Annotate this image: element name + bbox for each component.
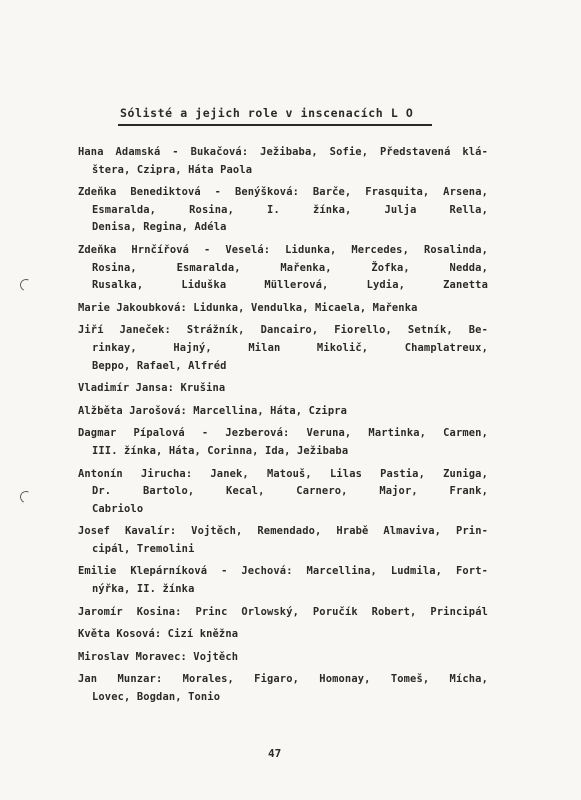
- entry-line: Marie Jakoubková: Lidunka, Vendulka, Micaela, Mařenka: [78, 301, 418, 314]
- soloist-entry: [78, 322, 488, 375]
- soloist-entry: [78, 563, 488, 598]
- entry-line: Esmaralda, Rosina, I. žínka, Julja Rella,: [92, 203, 488, 216]
- soloist-entry: [78, 425, 488, 460]
- entry-line: Antonín Jirucha: Janek, Matouš, Lilas Pastia, Zuniga,: [78, 467, 488, 480]
- entry-line: Zdeňka Benediktová - Benýšková: Barče, Frasquita, Arsena,: [78, 186, 488, 199]
- soloist-entry: [78, 403, 488, 421]
- entry-line: Jaromír Kosina: Princ Orlowský, Poručík Robert, Principál: [78, 605, 488, 618]
- page-number: 47: [268, 747, 282, 760]
- entry-line: Denisa, Regina, Adéla: [92, 221, 227, 234]
- entry-line: nýřka, II. žínka: [92, 583, 195, 596]
- entry-line: Jan Munzar: Morales, Figaro, Homonay, Tomeš, Mícha,: [78, 673, 488, 686]
- document-heading: Sólisté a jejich role v inscenacích L O: [120, 106, 414, 120]
- soloist-entry: [78, 300, 488, 318]
- entry-line: Vladimír Jansa: Krušina: [78, 382, 226, 395]
- heading-underline: [118, 124, 432, 126]
- entry-line: Dr. Bartolo, Kecal, Carnero, Major, Frank,: [92, 485, 488, 498]
- soloist-list: [78, 144, 488, 712]
- entry-line: Květa Kosová: Cizí kněžna: [78, 628, 239, 641]
- entry-line: III. žínka, Háta, Corinna, Ida, Ježibaba: [92, 444, 349, 457]
- soloist-entry: [78, 184, 488, 237]
- entry-line: rinkay, Hajný, Milan Mikolič, Champlatreux,: [92, 341, 488, 354]
- entry-line: štera, Czipra, Háta Paola: [92, 163, 253, 176]
- entry-line: Rosina, Esmaralda, Mařenka, Žofka, Nedda,: [92, 261, 488, 274]
- entry-line: Hana Adamská - Bukačová: Ježibaba, Sofie, Představená klá-: [78, 146, 488, 158]
- entry-line: Rusalka, Liduška Müllerová, Lydia, Zanetta: [92, 279, 488, 292]
- entry-line: Jiří Janeček: Strážník, Dancairo, Fiorello, Setník, Be-: [78, 324, 488, 337]
- entry-line: Alžběta Jarošová: Marcellina, Háta, Czipra: [78, 404, 348, 417]
- soloist-entry: [78, 604, 488, 622]
- soloist-entry: [78, 144, 488, 179]
- soloist-entry: [78, 466, 488, 519]
- entry-line: Cabriolo: [92, 502, 144, 515]
- entry-line: Dagmar Pípalová - Jezberová: Veruna, Martinka, Carmen,: [78, 427, 488, 440]
- soloist-entry: [78, 649, 488, 667]
- soloist-entry: [78, 523, 488, 558]
- soloist-entry: [78, 671, 488, 706]
- entry-line: Beppo, Rafael, Alfréd: [92, 359, 227, 372]
- soloist-entry: [78, 242, 488, 295]
- entry-line: Zdeňka Hrnčířová - Veselá: Lidunka, Mercedes, Rosalinda,: [78, 243, 488, 256]
- entry-line: cipál, Tremolini: [92, 542, 195, 555]
- entry-line: Josef Kavalír: Vojtěch, Remendado, Hrabě Almaviva, Prin-: [78, 525, 488, 538]
- soloist-entry: [78, 626, 488, 644]
- entry-line: Emilie Klepárníková - Jechová: Marcellina, Ludmila, Fort-: [78, 565, 488, 578]
- punch-hole-mark-bottom: [18, 489, 33, 504]
- entry-line: Lovec, Bogdan, Tonio: [92, 691, 221, 704]
- punch-hole-mark-top: [18, 277, 33, 292]
- entry-line: Miroslav Moravec: Vojtěch: [78, 650, 239, 663]
- soloist-entry: [78, 380, 488, 398]
